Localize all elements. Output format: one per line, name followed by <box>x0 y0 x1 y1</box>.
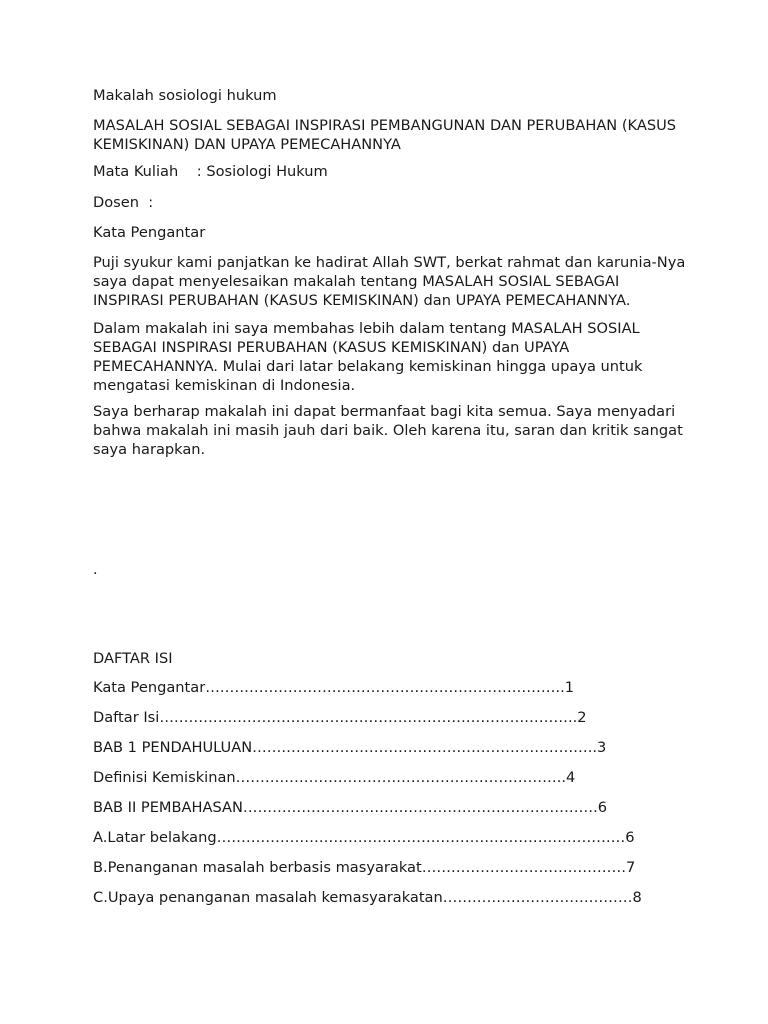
paragraph-line: bahwa makalah ini masih jauh dari baik. Oleh karena itu, saran dan kritik sangat <box>93 422 683 439</box>
paragraph-closing <box>93 402 693 459</box>
mata-kuliah-line: Mata Kuliah : Sosiologi Hukum <box>93 163 328 180</box>
toc-entry: Daftar Isi…………………………………………………………………………..2 <box>93 709 587 726</box>
toc-entry: C.Upaya penanganan masalah kemasyarakatan…………………………………8 <box>93 889 642 906</box>
toc-entry: Kata Pengantar………………………………………………………………..1 <box>93 679 575 696</box>
paragraph-line: saya dapat menyelesaikan makalah tentang MASALAH SOSIAL SEBAGAI <box>93 273 620 290</box>
paragraph-intro <box>93 253 693 310</box>
document-title-line: MASALAH SOSIAL SEBAGAI INSPIRASI PEMBANGUNAN DAN PERUBAHAN (KASUS <box>93 117 677 134</box>
dosen-line: Dosen : <box>93 194 154 211</box>
paragraph-line: INSPIRASI PERUBAHAN (KASUS KEMISKINAN) dan UPAYA PEMECAHANNYA. <box>93 292 631 309</box>
kata-pengantar-heading: Kata Pengantar <box>93 224 206 241</box>
paragraph-line: Dalam makalah ini saya membahas lebih dalam tentang MASALAH SOSIAL <box>93 320 640 337</box>
toc-entry: B.Penanganan masalah berbasis masyarakat……………………………………7 <box>93 859 636 876</box>
document-title <box>93 116 693 154</box>
paragraph-content <box>93 319 693 395</box>
toc-entry: BAB 1 PENDAHULUAN……………………………………………………………..3 <box>93 739 607 756</box>
toc-entry: Definisi Kemiskinan…………………………………………………………..4 <box>93 769 576 786</box>
paragraph-line: saya harapkan. <box>93 441 206 458</box>
paragraph-line: Puji syukur kami panjatkan ke hadirat Allah SWT, berkat rahmat dan karunia-Nya <box>93 254 686 271</box>
paragraph-line: SEBAGAI INSPIRASI PERUBAHAN (KASUS KEMISKINAN) dan UPAYA <box>93 339 570 356</box>
separator-dot: . <box>93 561 98 578</box>
toc-entry: A.Latar belakang…………………………………………………………………………6 <box>93 829 635 846</box>
toc-entry: BAB II PEMBAHASAN……………………………………………………………….6 <box>93 799 608 816</box>
document-title-line: KEMISKINAN) DAN UPAYA PEMECAHANNYA <box>93 136 401 153</box>
paragraph-line: Saya berharap makalah ini dapat bermanfaat bagi kita semua. Saya menyadari <box>93 403 676 420</box>
paragraph-line: mengatasi kemiskinan di Indonesia. <box>93 377 356 394</box>
document-subtitle: Makalah sosiologi hukum <box>93 87 277 104</box>
paragraph-line: PEMECAHANNYA. Mulai dari latar belakang kemiskinan hingga upaya untuk <box>93 358 643 375</box>
toc-heading: DAFTAR ISI <box>93 650 173 667</box>
